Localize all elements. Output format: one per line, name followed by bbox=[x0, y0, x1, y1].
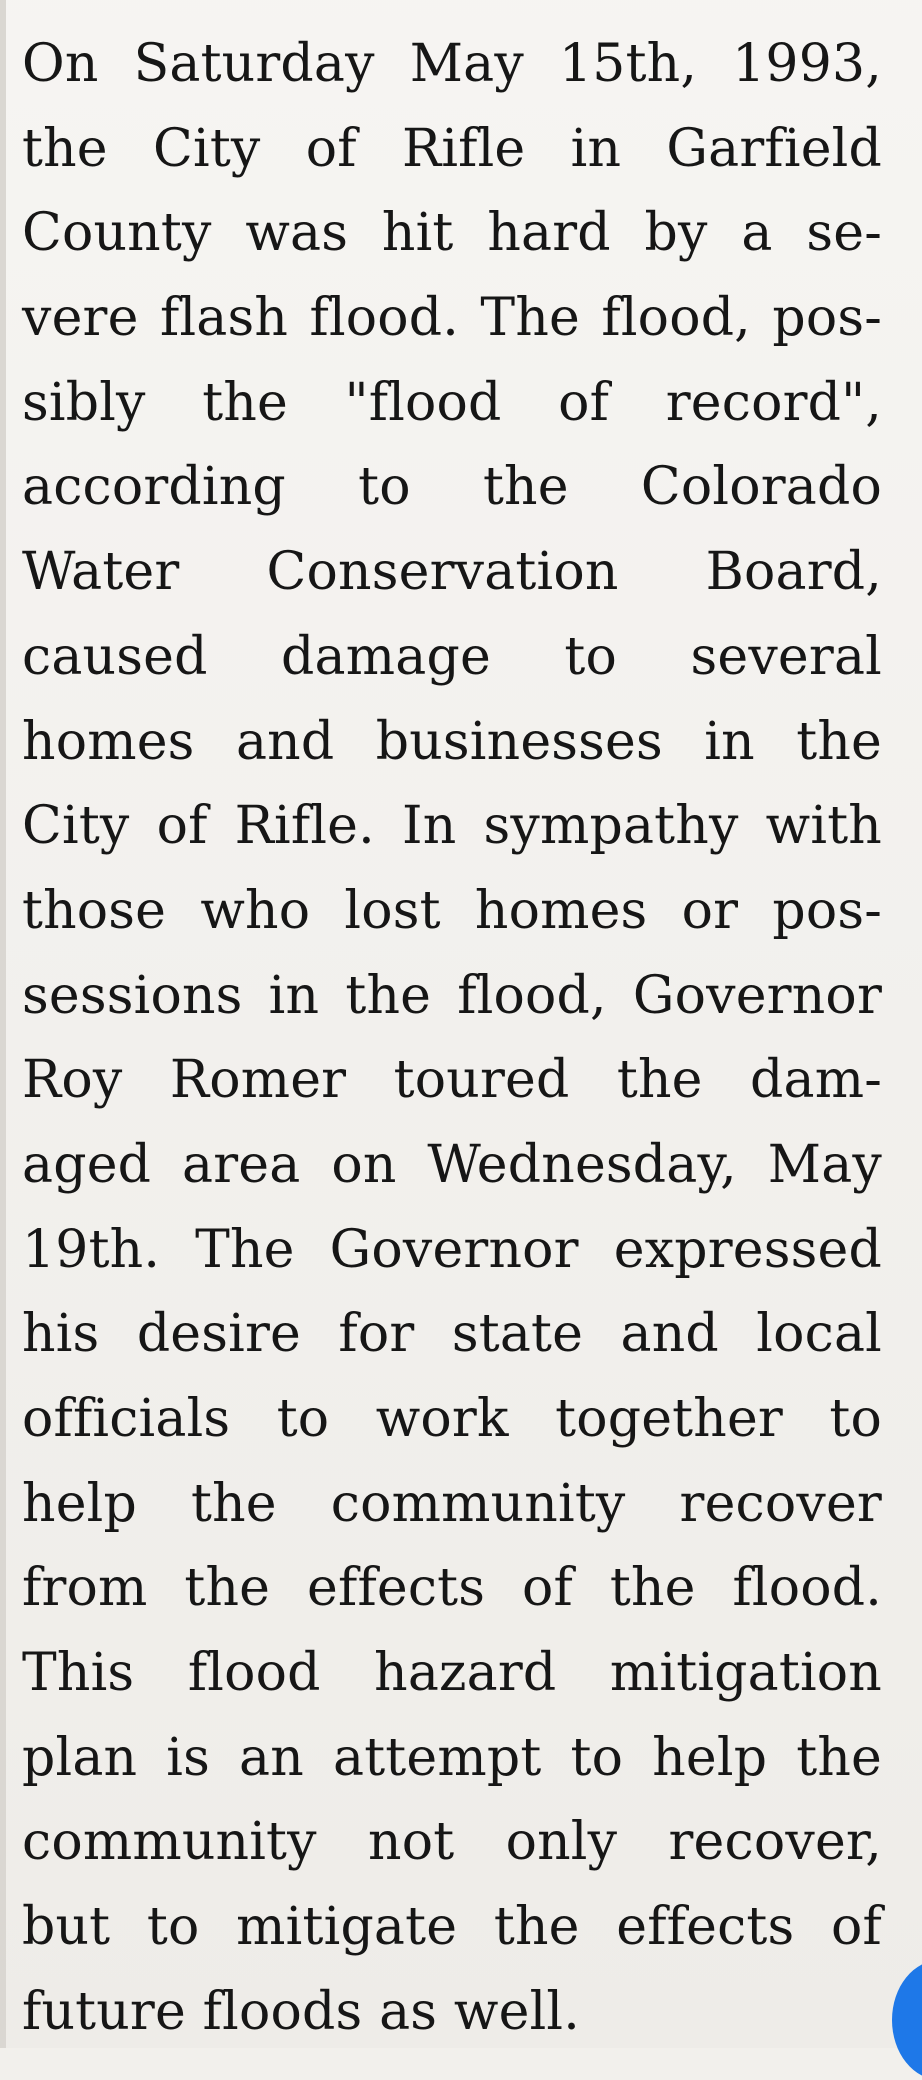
text-line-18: help the community recover bbox=[22, 1473, 882, 1534]
text-line-17: officials to work together to bbox=[22, 1389, 882, 1449]
text-line-21: plan is an attempt to help the bbox=[22, 1727, 882, 1788]
text-line-19: from the effects of the flood. bbox=[22, 1558, 882, 1619]
text-line-23: but to mitigate the effects of bbox=[22, 1897, 882, 1958]
text-line-1: On Saturday May 15th, 1993, bbox=[22, 34, 882, 94]
text-line-6: according to the Colorado bbox=[22, 457, 882, 518]
text-line-3: County was hit hard by a se- bbox=[22, 203, 882, 264]
text-line-5: sibly the "flood of record", bbox=[22, 372, 882, 433]
text-line-16: his desire for state and local bbox=[22, 1304, 882, 1365]
text-line-9: homes and businesses in the bbox=[22, 711, 882, 772]
text-line-20: This flood hazard mitigation bbox=[22, 1643, 882, 1704]
text-line-13: Roy Romer toured the dam- bbox=[22, 1050, 882, 1111]
text-line-24: future floods as well. bbox=[22, 1981, 580, 2042]
text-line-4: vere flash flood. The flood, pos- bbox=[22, 288, 882, 349]
text-line-2: the City of Rifle in Garfield bbox=[22, 118, 882, 179]
text-line-14: aged area on Wednesday, May bbox=[22, 1134, 882, 1195]
article-text-column bbox=[22, 22, 882, 2055]
text-line-15: 19th. The Governor expressed bbox=[22, 1219, 882, 1280]
floating-action-button[interactable] bbox=[892, 1960, 922, 2080]
text-line-10: City of Rifle. In sympathy with bbox=[22, 796, 882, 857]
page-edge bbox=[0, 0, 6, 2048]
text-line-11: those who lost homes or pos- bbox=[22, 880, 882, 941]
text-line-12: sessions in the flood, Governor bbox=[22, 965, 882, 1026]
text-line-8: caused damage to several bbox=[22, 626, 882, 687]
text-line-22: community not only recover, bbox=[22, 1812, 882, 1873]
text-line-7: Water Conservation Board, bbox=[22, 542, 882, 603]
